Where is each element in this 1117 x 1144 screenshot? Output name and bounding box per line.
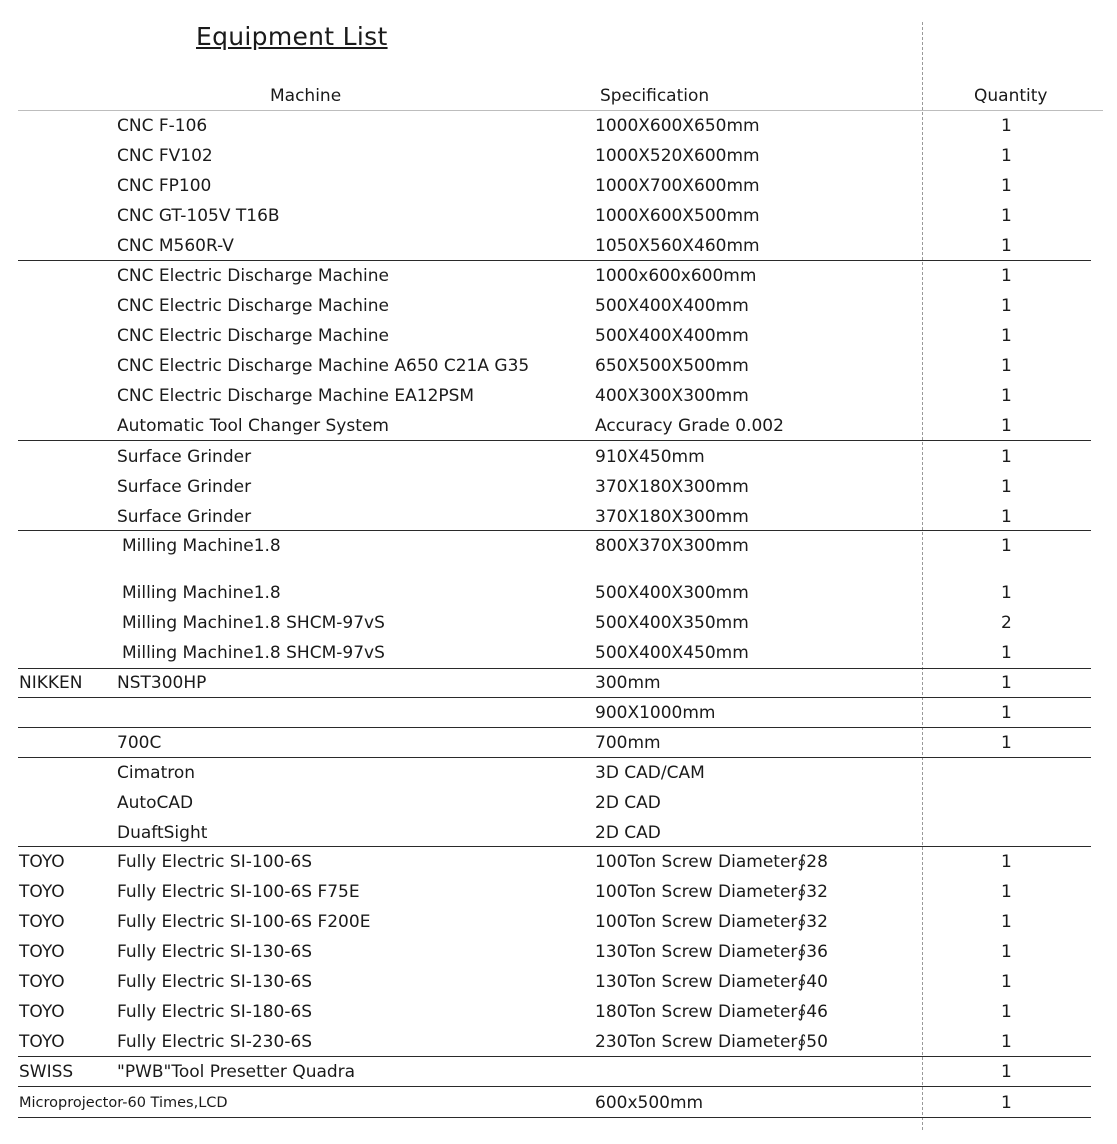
quantity-cell: 1 [1001,146,1012,166]
header-machine: Machine [270,86,342,106]
table-row [0,412,1117,442]
brand-cell: NIKKEN [19,673,83,693]
specification-cell: 180Ton Screw Diameter∮46 [595,1002,828,1022]
quantity-cell: 1 [1001,882,1012,902]
table-row [0,503,1117,533]
specification-cell: 400X300X300mm [595,386,749,406]
machine-cell: Surface Grinder [117,477,252,497]
header-quantity: Quantity [974,86,1048,106]
group-divider [18,1117,1091,1118]
specification-cell: 2D CAD [595,823,661,843]
group-divider [18,1086,1091,1087]
machine-cell: Surface Grinder [117,507,252,527]
quantity-cell: 1 [1001,733,1012,753]
table-row [0,232,1117,262]
machine-cell: CNC Electric Discharge Machine EA12PSM [117,386,475,406]
specification-cell: 700mm [595,733,661,753]
specification-cell: 3D CAD/CAM [595,763,705,783]
quantity-cell: 1 [1001,236,1012,256]
group-divider [18,727,1091,728]
group-divider [18,668,1091,669]
table-row [0,1028,1117,1058]
specification-cell: 910X450mm [595,447,705,467]
specification-cell: 100Ton Screw Diameter∮32 [595,912,828,932]
table-row [0,579,1117,609]
table-row [0,938,1117,968]
specification-cell: 230Ton Screw Diameter∮50 [595,1032,828,1052]
quantity-cell: 1 [1001,1032,1012,1052]
table-row [0,908,1117,938]
machine-cell: Milling Machine1.8 [122,583,281,603]
table-row [0,292,1117,322]
specification-cell: 1000x600x600mm [595,266,757,286]
quantity-cell: 1 [1001,416,1012,436]
quantity-cell: 1 [1001,583,1012,603]
quantity-cell: 1 [1001,326,1012,346]
specification-cell: 370X180X300mm [595,477,749,497]
machine-cell: CNC GT-105V T16B [117,206,280,226]
quantity-cell: 1 [1001,912,1012,932]
machine-cell: Milling Machine1.8 [122,536,281,556]
specification-cell: 1000X600X650mm [595,116,760,136]
table-row [0,112,1117,142]
specification-cell: 600x500mm [595,1093,704,1113]
quantity-cell: 1 [1001,852,1012,872]
table-row [0,669,1117,699]
machine-cell: Automatic Tool Changer System [117,416,389,436]
machine-cell: AutoCAD [117,793,194,813]
table-row [0,443,1117,473]
quantity-cell: 1 [1001,206,1012,226]
table-row [0,202,1117,232]
quantity-cell: 1 [1001,536,1012,556]
table-row [0,532,1117,562]
quantity-cell: 1 [1001,507,1012,527]
table-row [0,878,1117,908]
table-row [0,142,1117,172]
table-row [0,759,1117,789]
specification-cell: 500X400X400mm [595,296,749,316]
specification-cell: 100Ton Screw Diameter∮32 [595,882,828,902]
specification-cell: 650X500X500mm [595,356,749,376]
brand-cell: TOYO [19,972,65,992]
quantity-cell: 1 [1001,673,1012,693]
header-specification: Specification [600,86,710,106]
specification-cell: 1000X600X500mm [595,206,760,226]
machine-cell: Surface Grinder [117,447,252,467]
table-row [0,172,1117,202]
machine-cell: Milling Machine1.8 SHCM-97vS [122,643,385,663]
table-row [0,639,1117,669]
quantity-cell: 1 [1001,703,1012,723]
group-divider [18,697,1091,698]
group-divider [18,1056,1091,1057]
table-row [0,473,1117,503]
quantity-cell: 1 [1001,116,1012,136]
table-row [0,382,1117,412]
table-row [0,998,1117,1028]
quantity-cell: 1 [1001,176,1012,196]
table-row [0,699,1117,729]
specification-cell: 800X370X300mm [595,536,749,556]
quantity-cell: 2 [1001,613,1012,633]
quantity-cell: 1 [1001,1093,1012,1113]
quantity-cell: 1 [1001,1002,1012,1022]
page-title: Equipment List [196,22,388,51]
brand-cell: Microprojector-60 Times,LCD [19,1095,228,1111]
brand-cell: TOYO [19,852,65,872]
table-row [0,352,1117,382]
brand-cell: TOYO [19,942,65,962]
specification-cell: 500X400X400mm [595,326,749,346]
quantity-cell: 1 [1001,296,1012,316]
table-row [0,968,1117,998]
specification-cell: 300mm [595,673,661,693]
machine-cell: CNC Electric Discharge Machine [117,326,389,346]
table-row [0,848,1117,878]
machine-cell: Fully Electric SI-130-6S [117,972,313,992]
specification-cell: 500X400X450mm [595,643,749,663]
specification-cell: 1000X520X600mm [595,146,760,166]
specification-cell: 370X180X300mm [595,507,749,527]
table-row [0,819,1117,849]
machine-cell: NST300HP [117,673,207,693]
machine-cell: CNC Electric Discharge Machine A650 C21A G35 [117,356,530,376]
group-divider [18,260,1091,261]
specification-cell: 130Ton Screw Diameter∮36 [595,942,828,962]
brand-cell: TOYO [19,1032,65,1052]
quantity-cell: 1 [1001,1062,1012,1082]
quantity-cell: 1 [1001,447,1012,467]
machine-cell: Fully Electric SI-180-6S [117,1002,313,1022]
table-row [0,789,1117,819]
machine-cell: DuaftSight [117,823,208,843]
brand-cell: TOYO [19,912,65,932]
machine-cell: "PWB"Tool Presetter Quadra [117,1062,356,1082]
machine-cell: Fully Electric SI-100-6S [117,852,313,872]
machine-cell: CNC M560R-V [117,236,234,256]
specification-cell: 1050X560X460mm [595,236,760,256]
specification-cell: 900X1000mm [595,703,716,723]
machine-cell: Milling Machine1.8 SHCM-97vS [122,613,385,633]
machine-cell: Fully Electric SI-100-6S F75E [117,882,360,902]
machine-cell: CNC Electric Discharge Machine [117,266,389,286]
specification-cell: 500X400X350mm [595,613,749,633]
specification-cell: 130Ton Screw Diameter∮40 [595,972,828,992]
machine-cell: 700C [117,733,162,753]
table-row [0,262,1117,292]
machine-cell: CNC FP100 [117,176,212,196]
specification-cell: 500X400X300mm [595,583,749,603]
quantity-cell: 1 [1001,477,1012,497]
quantity-cell: 1 [1001,386,1012,406]
group-divider [18,530,1091,531]
quantity-cell: 1 [1001,356,1012,376]
group-divider [18,846,1091,847]
brand-cell: TOYO [19,882,65,902]
group-divider [18,757,1091,758]
quantity-cell: 1 [1001,972,1012,992]
machine-cell: Cimatron [117,763,196,783]
machine-cell: CNC FV102 [117,146,213,166]
table-row [0,1089,1117,1119]
machine-cell: CNC F-106 [117,116,208,136]
specification-cell: 2D CAD [595,793,661,813]
quantity-cell: 1 [1001,266,1012,286]
table-row [0,322,1117,352]
table-row [0,729,1117,759]
brand-cell: TOYO [19,1002,65,1022]
specification-cell: Accuracy Grade 0.002 [595,416,784,436]
machine-cell: Fully Electric SI-230-6S [117,1032,313,1052]
brand-cell: SWISS [19,1062,74,1082]
quantity-cell: 1 [1001,643,1012,663]
machine-cell: Fully Electric SI-130-6S [117,942,313,962]
group-divider [18,440,1091,441]
table-row [0,1058,1117,1088]
quantity-cell: 1 [1001,942,1012,962]
specification-cell: 100Ton Screw Diameter∮28 [595,852,828,872]
specification-cell: 1000X700X600mm [595,176,760,196]
table-row [0,609,1117,639]
machine-cell: Fully Electric SI-100-6S F200E [117,912,371,932]
machine-cell: CNC Electric Discharge Machine [117,296,389,316]
